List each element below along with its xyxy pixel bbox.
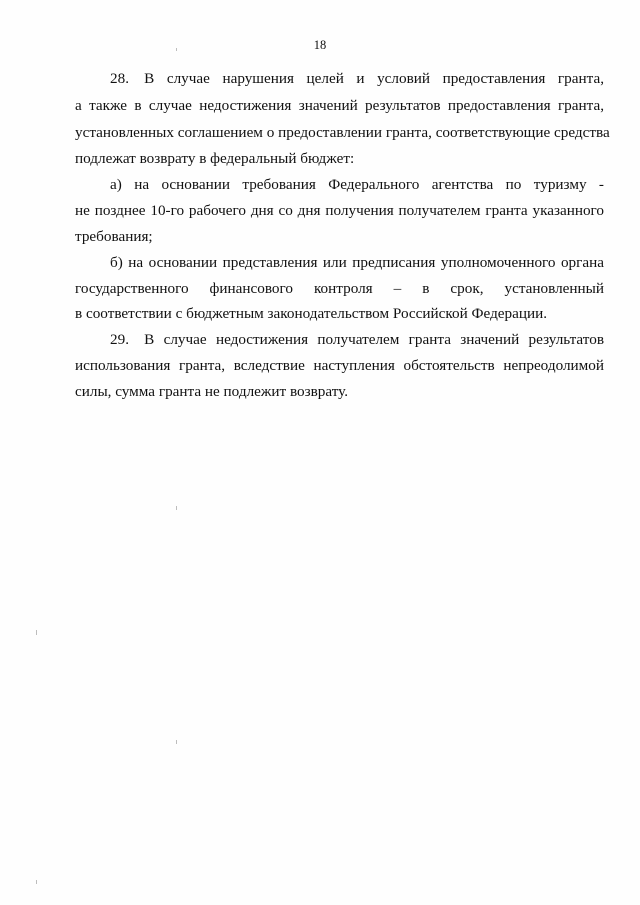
text-line: подлежат возврату в федеральный бюджет: — [75, 150, 355, 167]
scan-speck — [176, 48, 177, 51]
text-line: в соответствии с бюджетным законодательством Российской Федерации. — [75, 305, 548, 322]
text-line: 29. В случае недостижения получателем гранта значений результатов — [110, 331, 604, 348]
text-line: 28. В случае нарушения целей и условий предоставления гранта, — [110, 70, 604, 87]
text-line: использования гранта, вследствие наступления обстоятельств непреодолимой — [75, 357, 604, 374]
text-line: силы, сумма гранта не подлежит возврату. — [75, 383, 349, 400]
text-line: государственного финансового контроля – в срок, установленный — [75, 280, 604, 297]
text-line: а также в случае недостижения значений результатов предоставления гранта, — [75, 97, 604, 114]
scan-speck — [176, 506, 177, 510]
text-line: б) на основании представления или предписания уполномоченного органа — [110, 254, 604, 271]
scan-speck — [36, 880, 37, 884]
scan-speck — [36, 630, 37, 635]
scan-speck — [176, 740, 177, 744]
text-line: а) на основании требования Федерального агентства по туризму - — [110, 176, 604, 193]
text-line: не позднее 10-го рабочего дня со дня получения получателем гранта указанного — [75, 202, 604, 219]
text-line: требования; — [75, 228, 153, 245]
page-number: 18 — [313, 38, 327, 52]
text-line: установленных соглашением о предоставлении гранта, соответствующие средства — [75, 124, 610, 141]
